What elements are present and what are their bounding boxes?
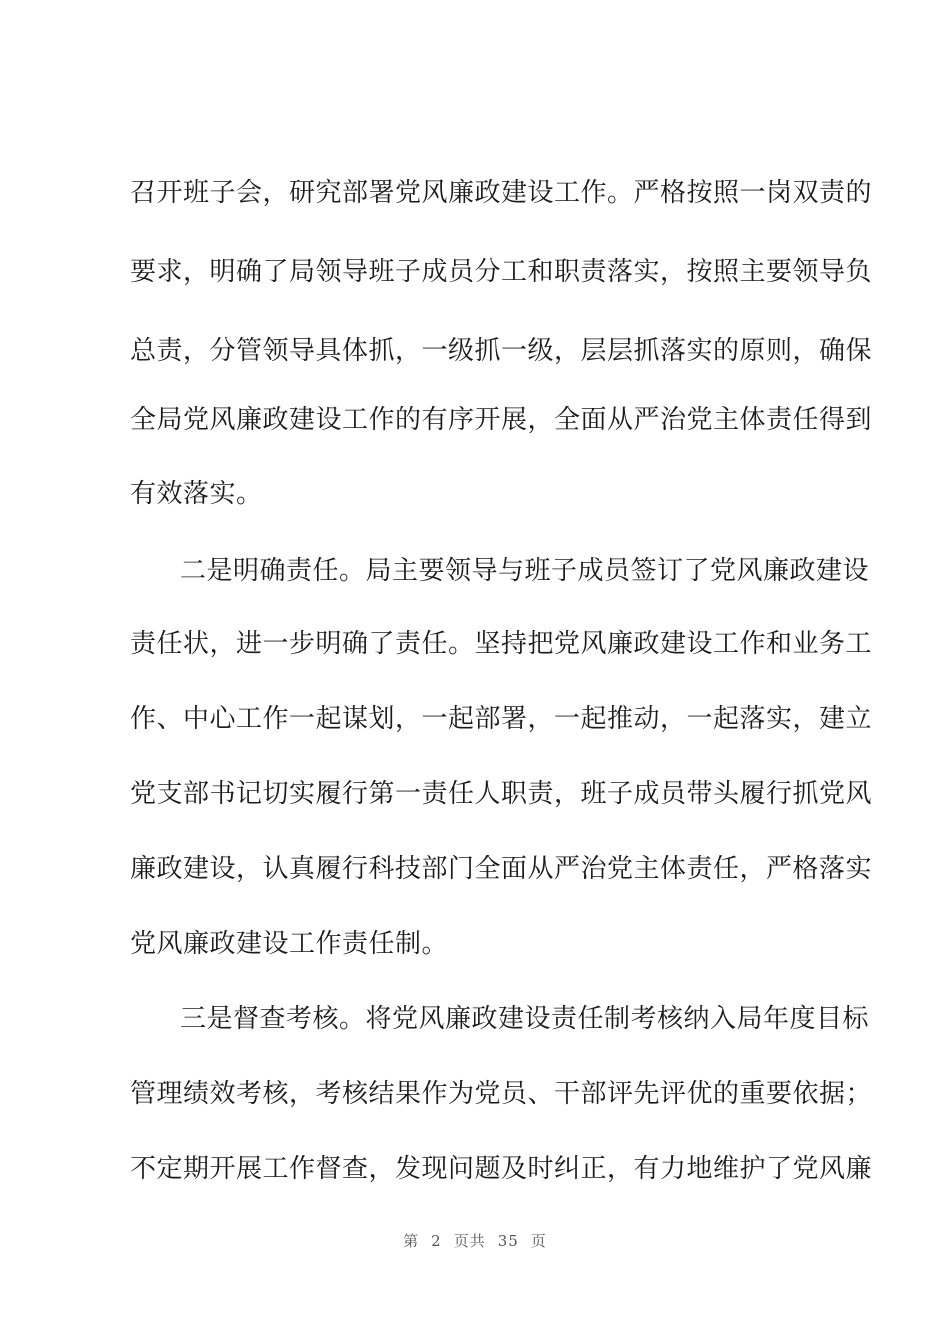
paragraph-line: 党支部书记切实履行第一责任人职责，班子成员带头履行抓党风: [130, 779, 873, 809]
paragraph-line: 要求，明确了局领导班子成员分工和职责落实，按照主要领导负: [130, 257, 873, 287]
paragraph-line: 作、中心工作一起谋划，一起部署，一起推动，一起落实，建立: [130, 704, 873, 734]
paragraph-line: 总责，分管领导具体抓，一级抓一级，层层抓落实的原则，确保: [130, 336, 873, 366]
paragraph-line: 廉政建设，认真履行科技部门全面从严治党主体责任，严格落实: [130, 854, 873, 884]
paragraph-line: 三是督查考核。将党风廉政建设责任制考核纳入局年度目标: [180, 1004, 870, 1034]
paragraph-line: 二是明确责任。局主要领导与班子成员签订了党风廉政建设: [180, 556, 870, 586]
footer-prefix: 第: [403, 1232, 420, 1250]
paragraph-line: 全局党风廉政建设工作的有序开展，全面从严治党主体责任得到: [130, 405, 873, 435]
paragraph-line: 召开班子会，研究部署党风廉政建设工作。严格按照一岗双责的: [130, 178, 873, 208]
footer-middle: 页共: [453, 1232, 486, 1250]
page-footer: [0, 1230, 950, 1251]
footer-page-number: 2: [431, 1232, 442, 1250]
footer-total-pages: 35: [497, 1232, 519, 1250]
footer-suffix: 页: [530, 1232, 547, 1250]
paragraph-line: 管理绩效考核，考核结果作为党员、干部评先评优的重要依据；: [130, 1079, 873, 1109]
paragraph-line: 党风廉政建设工作责任制。: [130, 929, 449, 959]
paragraph-line: 责任状，进一步明确了责任。坚持把党风廉政建设工作和业务工: [130, 629, 873, 659]
paragraph-line: 有效落实。: [130, 479, 263, 509]
paragraph-line: 不定期开展工作督查，发现问题及时纠正，有力地维护了党风廉: [130, 1154, 873, 1184]
